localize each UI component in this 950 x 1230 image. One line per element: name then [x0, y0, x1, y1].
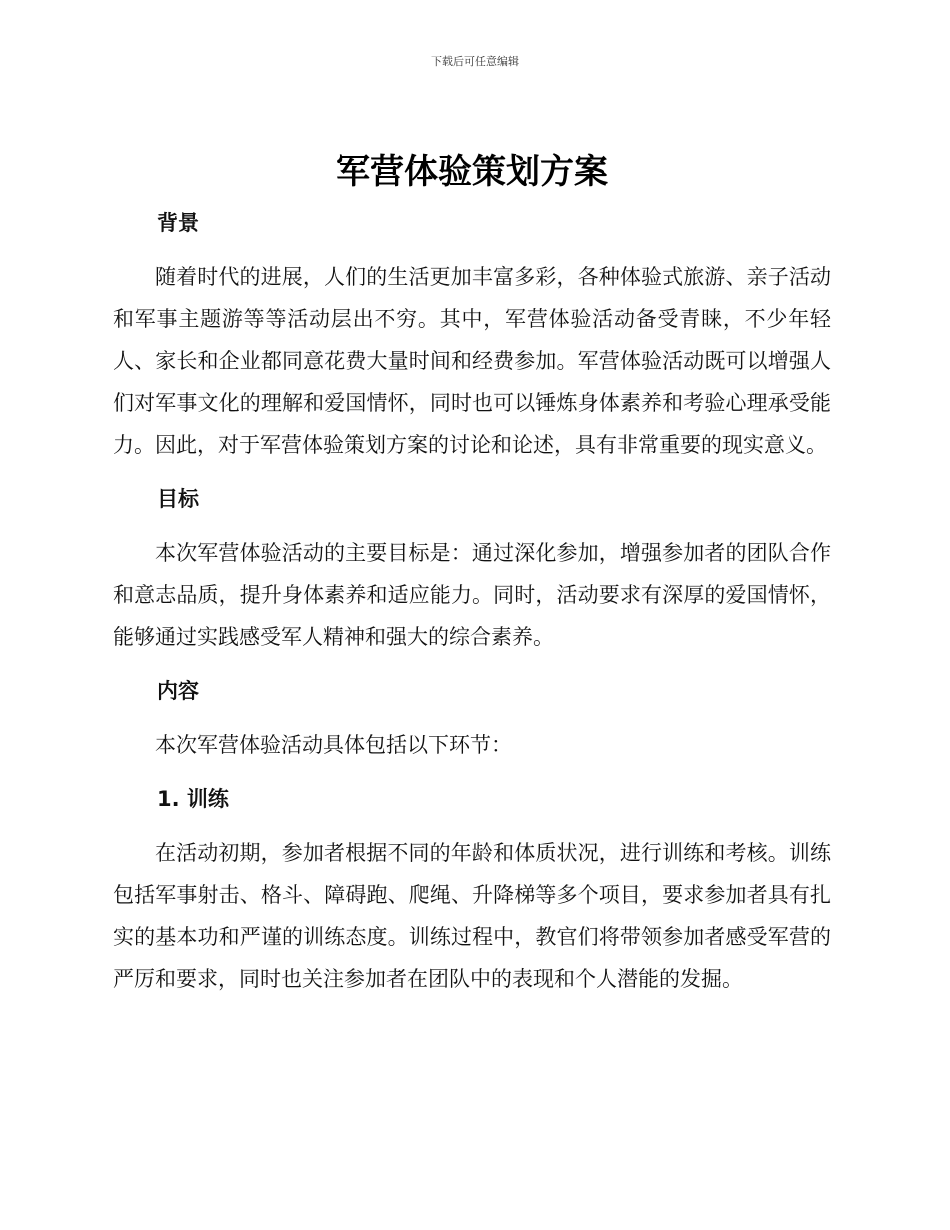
header-note: 下载后可任意编辑: [431, 55, 519, 68]
section-heading-goal: 目标: [157, 487, 199, 511]
document-content: [113, 148, 831, 1000]
content-intro-paragraph: 本次军营体验活动具体包括以下环节：: [155, 733, 512, 757]
spacer: [113, 244, 831, 256]
spacer: [113, 766, 831, 778]
goal-paragraph: 本次军营体验活动的主要目标是：通过深化参加，增强参加者的团队合作和意志品质，提升身体素养和适应能力。同时，活动要求有深厚的爱国情怀，能够通过实践感受军人精神和强大的综合素养。: [113, 541, 831, 649]
document-title: 军营体验策划方案: [336, 152, 608, 192]
section-heading-content: 内容: [157, 679, 199, 703]
background-paragraph: 随着时代的进展，人们的生活更加丰富多彩，各种体验式旅游、亲子活动和军事主题游等等活动层出不穷。其中，军营体验活动备受青睐，不少年轻人、家长和企业都同意花费大量时间和经费参加。军营体验活动既可以增强人们对军事文化的理解和爱国情怀，同时也可以锤炼身体素养和考验心理承受能力。因此，对于军营体验策划方案的讨论和论述，具有非常重要的现实意义。: [113, 265, 831, 457]
section-heading-training: 1. 训练: [157, 787, 229, 811]
spacer: [113, 520, 831, 532]
spacer: [113, 820, 831, 832]
section-heading-background: 背景: [157, 211, 199, 235]
spacer: [113, 466, 831, 478]
training-paragraph: 在活动初期，参加者根据不同的年龄和体质状况，进行训练和考核。训练包括军事射击、格斗、障碍跑、爬绳、升降梯等多个项目，要求参加者具有扎实的基本功和严谨的训练态度。训练过程中，教官们将带领参加者感受军营的严厉和要求，同时也关注参加者在团队中的表现和个人潜能的发掘。: [113, 841, 831, 991]
spacer: [113, 712, 831, 724]
spacer: [113, 658, 831, 670]
